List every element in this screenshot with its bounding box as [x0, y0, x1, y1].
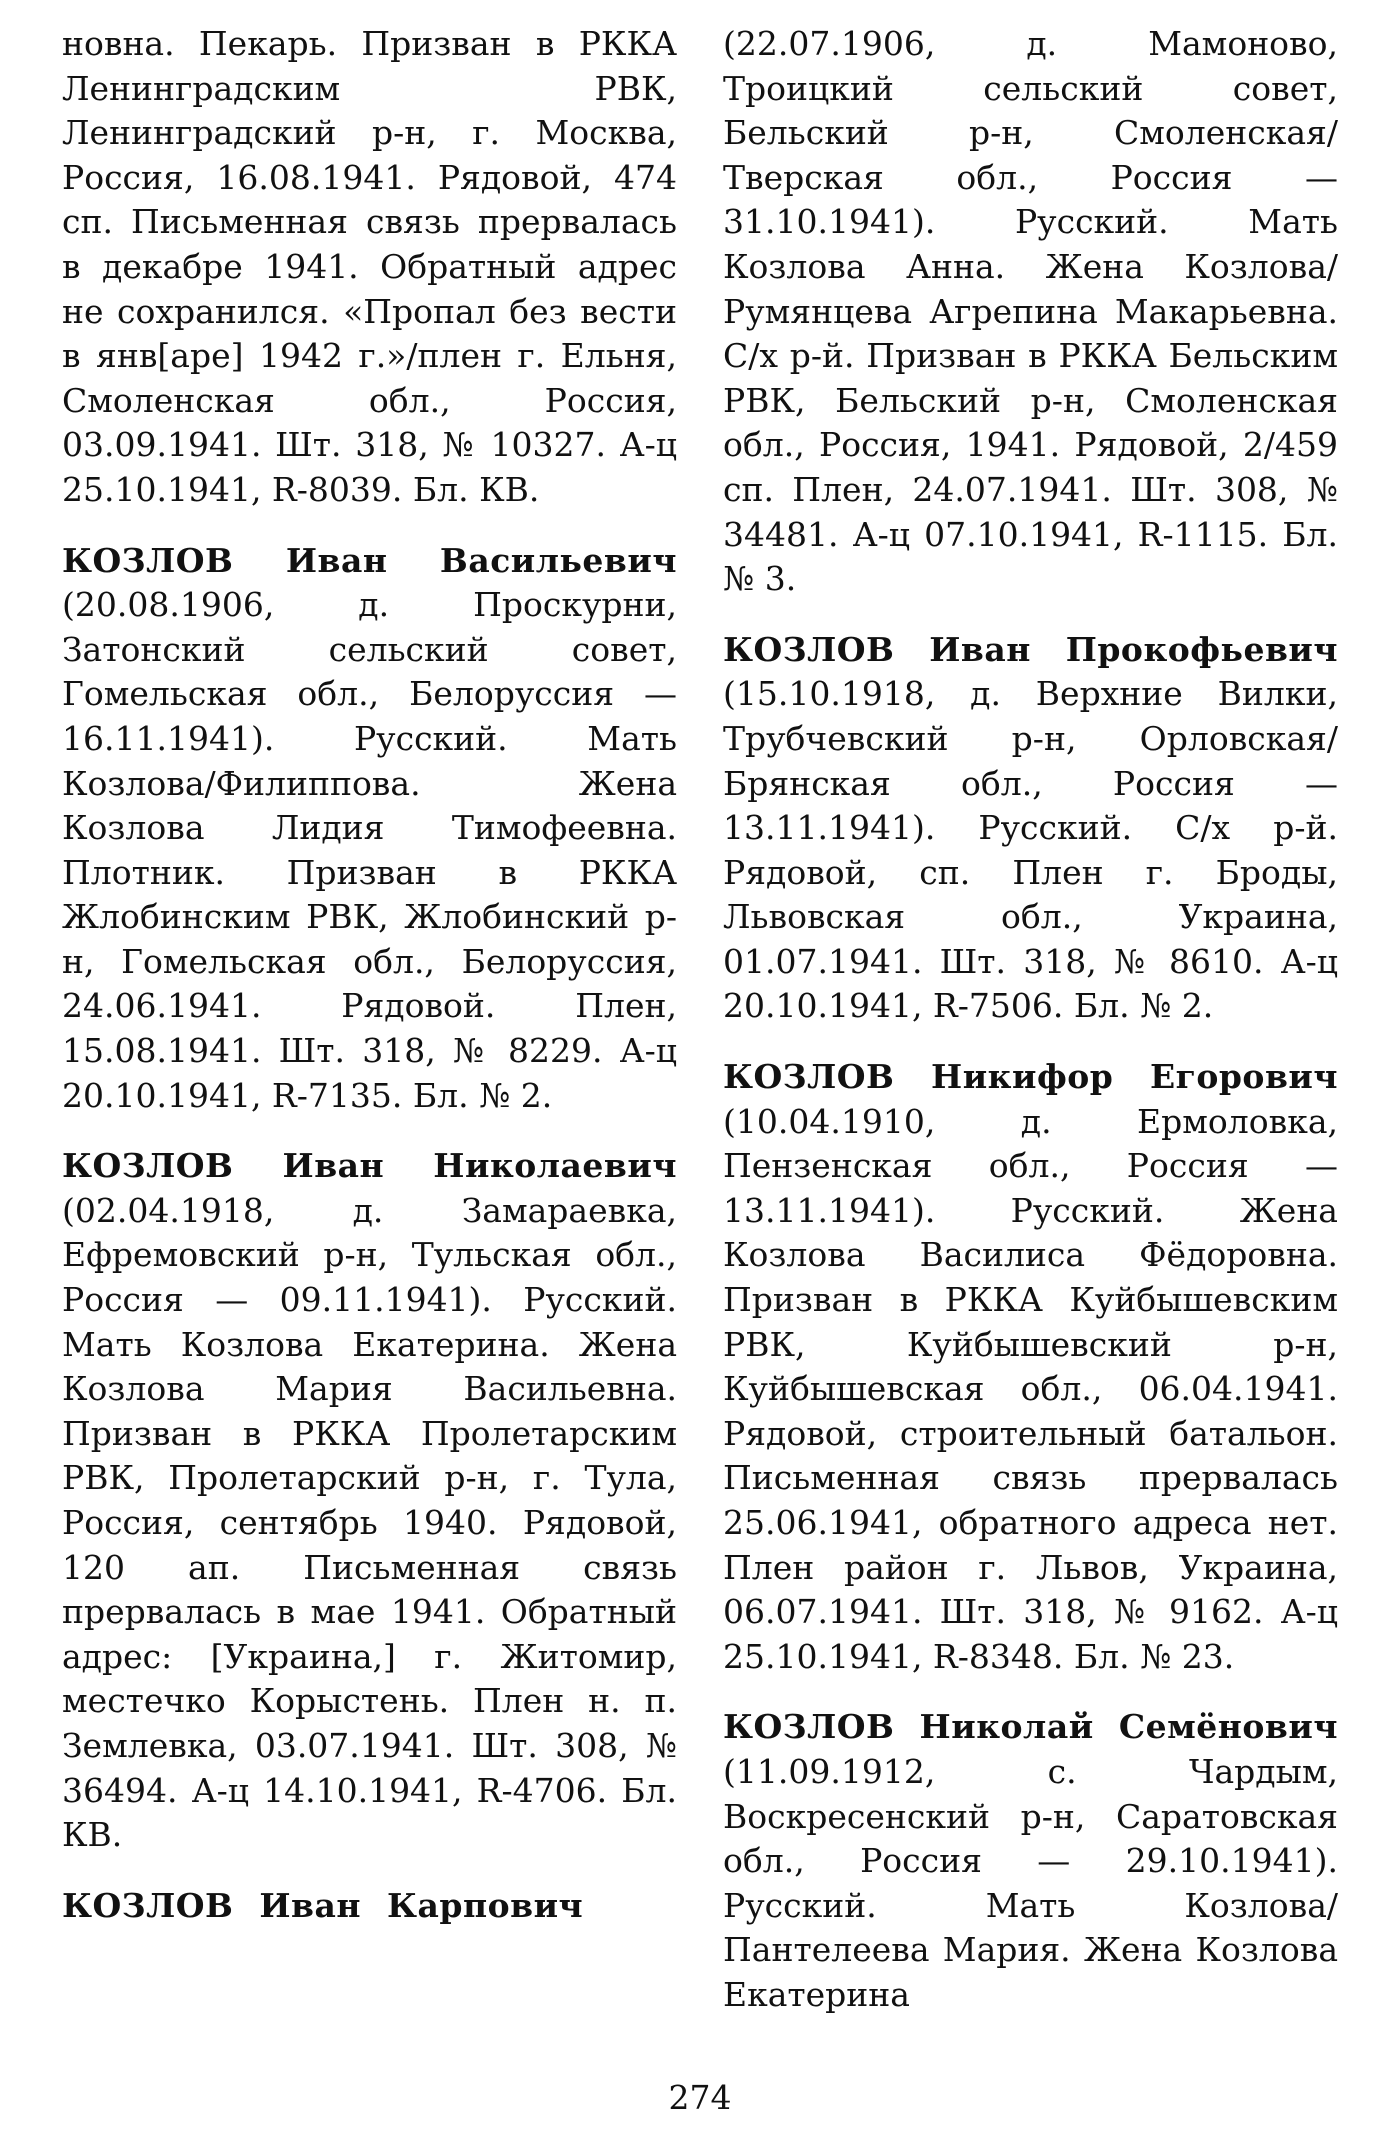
entry-name: КОЗЛОВ Иван Карпович: [62, 1885, 584, 1925]
entry-name: КОЗЛОВ Николай Семёнович: [723, 1707, 1338, 1747]
entry-name: КОЗЛОВ Иван Николаевич: [62, 1146, 677, 1186]
entry: [723, 1705, 1338, 2017]
entry: [62, 539, 677, 1119]
entry: [62, 1144, 677, 1858]
entry-text: (02.04.1918, д. Замараевка, Ефремовский р-н, Тульская обл., Россия — 09.11.1941). Русский. Мать Козлова Екатерина. Жена Козлова Мария Васильевна. Призван в РККА Пролетарским РВК, Пролетарский р-н, г. Тула, Россия, сентябрь 1940. Рядовой, 120 ап. Письменная связь прервалась в мае 1941. Обратный адрес: [Украина,] г. Житомир, местечко Корыстень. Плен н. п. Землевка, 03.07.1941. Шт. 308, № 36494. А-ц 14.10.1941, R-4706. Бл. КВ.: [62, 1190, 677, 1855]
entry-continuation: [723, 22, 1338, 602]
entry: [723, 628, 1338, 1029]
entry-text: (20.08.1906, д. Проскурни, Затонский сельский совет, Гомельская обл., Белоруссия — 16.11.1941). Русский. Мать Козлова/Филиппова. Жена Козлова Лидия Тимофеевна. Плотник. Призван в РККА Жлобинским РВК, Жлобинский р-н, Гомельская обл., Белоруссия, 24.06.1941. Рядовой. Плен, 15.08.1941. Шт. 318, № 8229. А-ц 20.10.1941, R-7135. Бл. № 2.: [62, 585, 677, 1115]
entry: [62, 1884, 677, 1929]
entry-text: (11.09.1912, с. Чардым, Воскресенский р-н, Саратовская обл., Россия — 29.10.1941). Русский. Мать Козлова/Пантелеева Мария. Жена Козлова Екатерина: [723, 1751, 1338, 2014]
right-column: [723, 22, 1338, 2018]
entry-name: КОЗЛОВ Иван Прокофьевич: [723, 629, 1338, 669]
entry-text: (15.10.1918, д. Верхние Вилки, Трубчевский р-н, Орловская/Брянская обл., Россия — 13.11.1941). Русский. С/х р-й. Рядовой, сп. Плен г. Броды, Львовская обл., Украина, 01.07.1941. Шт. 318, № 8610. А-ц 20.10.1941, R-7506. Бл. № 2.: [723, 674, 1338, 1026]
entry: [723, 1055, 1338, 1679]
entry-name: КОЗЛОВ Никифор Егорович: [723, 1057, 1338, 1097]
page-number: 274: [668, 2078, 732, 2117]
entry-text: (22.07.1906, д. Мамоново, Троицкий сельский совет, Бельский р-н, Смоленская/Тверская обл., Россия — 31.10.1941). Русский. Мать Козлова Анна. Жена Козлова/Румянцева Агрепина Макарьевна. С/х р-й. Призван в РККА Бельским РВК, Бельский р-н, Смоленская обл., Россия, 1941. Рядовой, 2/459 сп. Плен, 24.07.1941. Шт. 308, № 34481. А-ц 07.10.1941, R-1115. Бл. № 3.: [723, 24, 1338, 599]
entry-name: КОЗЛОВ Иван Васильевич: [62, 540, 677, 580]
left-column: [62, 22, 677, 1928]
entry-continuation: [62, 22, 677, 513]
entry-text: новна. Пекарь. Призван в РККА Ленинградским РВК, Ленинградский р-н, г. Москва, Россия, 16.08.1941. Рядовой, 474 сп. Письменная связь прервалась в декабре 1941. Обратный адрес не сохранился. «Пропал без вести в янв[аре] 1942 г.»/плен г. Ельня, Смоленская обл., Россия, 03.09.1941. Шт. 318, № 10327. А-ц 25.10.1941, R-8039. Бл. КВ.: [62, 24, 677, 509]
entry-text: (10.04.1910, д. Ермоловка, Пензенская обл., Россия — 13.11.1941). Русский. Жена Козлова Василиса Фёдоровна. Призван в РККА Куйбышевским РВК, Куйбышевский р-н, Куйбышевская обл., 06.04.1941. Рядовой, строительный батальон. Письменная связь прервалась 25.06.1941, обратного адреса нет. Плен район г. Львов, Украина, 06.07.1941. Шт. 318, № 9162. А-ц 25.10.1941, R-8348. Бл. № 23.: [723, 1101, 1338, 1676]
